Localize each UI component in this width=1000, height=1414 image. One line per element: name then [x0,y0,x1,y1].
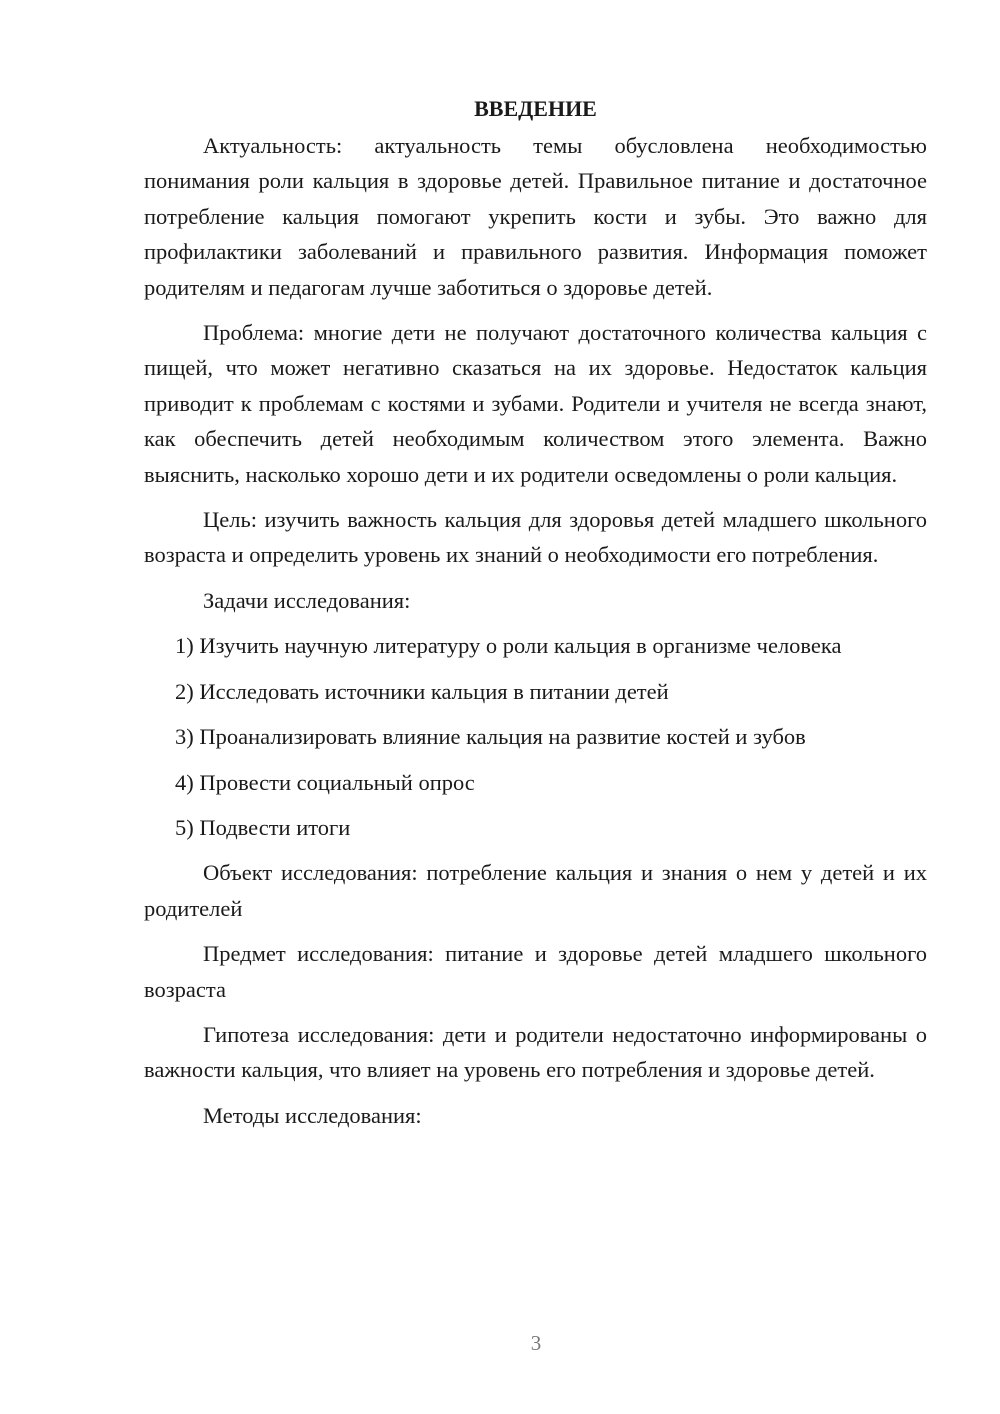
task-item: 1) Изучить научную литературу о роли кальция в организме человека [175,633,842,659]
task-item: 3) Проанализировать влияние кальция на развитие костей и зубов [175,724,806,750]
page-content [144,94,927,1133]
subject-paragraph: Предмет исследования: питание и здоровье детей младшего школьного возраста [144,941,927,1002]
methods-label: Методы исследования: [203,1102,422,1128]
section-title: ВВЕДЕНИЕ [474,96,597,121]
hypothesis-paragraph: Гипотеза исследования: дети и родители недостаточно информированы о важности кальция, что влияет на уровень его потребления и здоровье детей. [144,1021,927,1083]
task-item: 5) Подвести итоги [175,814,351,840]
object-paragraph: Объект исследования: потребление кальция и знания о нем у детей и их родителей [144,860,927,921]
tasks-label: Задачи исследования: [203,587,411,613]
relevance-paragraph: Актуальность: актуальность темы обусловлена необходимостью понимания роли кальция в здоровье детей. Правильное питание и достаточное потребление кальция помогают укрепить кости и зубы. Это важно для профилактики заболеваний и правильного развития. Информация поможет родителям и педагогам лучше заботиться о здоровье детей. [144,133,927,300]
task-item: 2) Исследовать источники кальция в питании детей [175,678,669,704]
goal-paragraph: Цель: изучить важность кальция для здоровья детей младшего школьного возраста и определить уровень их знаний о необходимости его потребления. [144,507,927,568]
tasks-list [144,628,927,845]
task-item: 4) Провести социальный опрос [175,769,475,795]
problem-paragraph: Проблема: многие дети не получают достаточного количества кальция с пищей, что может негативно сказаться на их здоровье. Недостаток кальция приводит к проблемам с костями и зубами. Родители и учителя не всегда знают, как обеспечить детей необходимым количеством этого элемента. Важно выяснить, насколько хорошо дети и их родители осведомлены о роли кальция. [144,320,927,487]
page-number: 3 [530,1331,542,1355]
